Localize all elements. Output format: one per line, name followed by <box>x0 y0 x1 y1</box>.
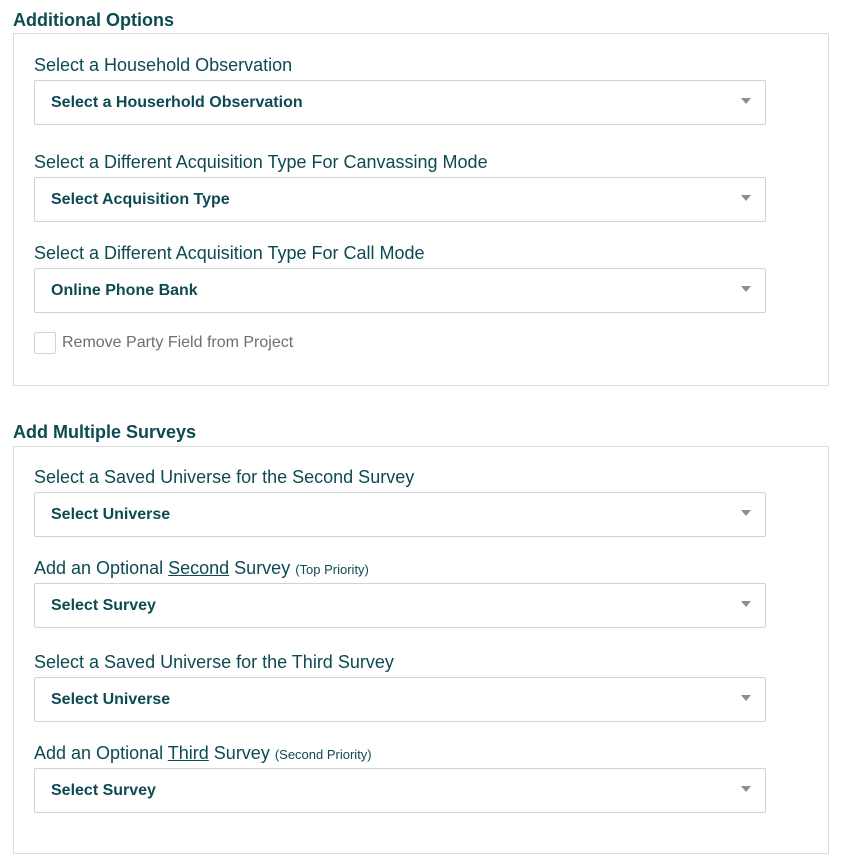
chevron-down-icon <box>741 786 751 792</box>
third-universe-value: Select Universe <box>51 691 171 708</box>
call-acquisition-label: Select a Different Acquisition Type For Call Mode <box>34 243 425 263</box>
third-survey-label-prefix: Add an Optional <box>34 743 168 763</box>
chevron-down-icon <box>741 695 751 701</box>
chevron-down-icon <box>741 510 751 516</box>
call-acquisition-select[interactable] <box>34 268 766 313</box>
household-observation-value: Select a Houserhold Observation <box>51 94 303 111</box>
second-survey-label-suffix: Survey <box>229 558 296 578</box>
third-survey-value: Select Survey <box>51 782 156 799</box>
third-survey-select[interactable] <box>34 768 766 813</box>
multiple-surveys-title: Add Multiple Surveys <box>13 422 197 442</box>
remove-party-row <box>34 331 293 355</box>
chevron-down-icon <box>741 195 751 201</box>
second-universe-select[interactable] <box>34 492 766 537</box>
call-acquisition-value: Online Phone Bank <box>51 282 198 299</box>
third-survey-label-suffix: Survey <box>208 743 275 763</box>
third-survey-label-emphasis: Third <box>167 743 209 763</box>
remove-party-label: Remove Party Field from Project <box>62 334 294 351</box>
remove-party-checkbox[interactable] <box>34 332 56 354</box>
second-universe-label: Select a Saved Universe for the Second Survey <box>34 467 415 487</box>
additional-options-title: Additional Options <box>13 10 174 30</box>
household-observation-select[interactable] <box>34 80 766 125</box>
chevron-down-icon <box>741 601 751 607</box>
second-survey-label <box>34 557 369 581</box>
third-universe-select[interactable] <box>34 677 766 722</box>
chevron-down-icon <box>741 286 751 292</box>
third-survey-priority-note: (Second Priority) <box>274 747 372 762</box>
second-survey-label-emphasis: Second <box>168 558 230 578</box>
third-universe-label: Select a Saved Universe for the Third Survey <box>34 652 394 672</box>
second-universe-value: Select Universe <box>51 506 171 523</box>
second-survey-priority-note: (Top Priority) <box>295 562 369 577</box>
canvassing-acquisition-select[interactable] <box>34 177 766 222</box>
household-observation-label: Select a Household Observation <box>34 55 293 75</box>
chevron-down-icon <box>741 98 751 104</box>
second-survey-label-prefix: Add an Optional <box>34 558 169 578</box>
third-survey-label <box>34 742 372 766</box>
canvassing-acquisition-value: Select Acquisition Type <box>51 191 230 208</box>
second-survey-value: Select Survey <box>51 597 156 614</box>
canvassing-acquisition-label: Select a Different Acquisition Type For Canvassing Mode <box>34 152 488 172</box>
second-survey-select[interactable] <box>34 583 766 628</box>
